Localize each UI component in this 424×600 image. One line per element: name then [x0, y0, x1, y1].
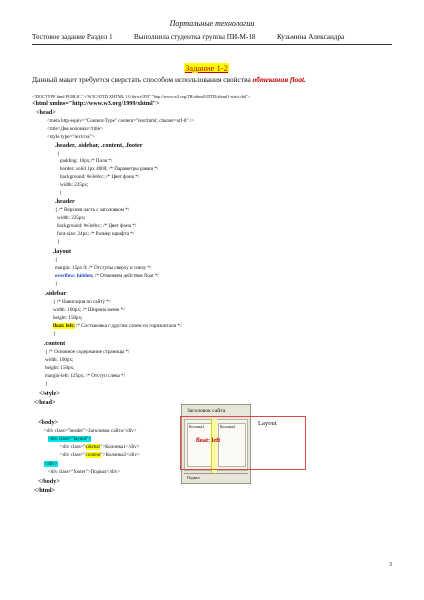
code-line: </style>	[39, 390, 60, 397]
code-line: <body>	[38, 419, 59, 426]
code-line: <meta http-equiv="Content-Type" content="text/html; charset=utf-8" />	[47, 118, 195, 124]
code-line	[55, 273, 159, 280]
code-line	[60, 444, 140, 451]
task-title: Задание 1-2	[185, 63, 228, 73]
code-line: font-size: 24px; /* Размер шрифта */	[57, 231, 135, 237]
code-line: {	[55, 257, 58, 263]
code-line: <!DOCTYPE html PUBLIC "-//W3C//DTD XHTML 1.0 Strict//EN" "http://www.w3.org/TR/xhtml1/DTD/xhtml1-strict.dtd">	[32, 94, 251, 99]
code-highlight: float: left;	[53, 323, 75, 329]
code-line: width: 100px; /* Ширина меню */	[53, 307, 125, 313]
code-line: }	[55, 281, 58, 287]
task-description-highlight: обтекания float.	[252, 75, 306, 84]
code-line: <head>	[36, 109, 56, 116]
code-line	[53, 323, 182, 330]
code-line: <html xmlns="http://www.w3.org/1999/xhtml">	[32, 100, 160, 107]
code-fragment: ">Колонка1</div>	[100, 444, 140, 450]
code-line: .header	[55, 198, 75, 205]
header-left: Тестовое задание Раздел 1	[32, 33, 113, 41]
code-line	[48, 436, 91, 443]
figure-footer: Подвал	[184, 473, 248, 481]
code-highlight: overflow: hidden;	[55, 273, 94, 279]
code-comment: /* Отменяем действие float */	[93, 273, 159, 279]
code-line: <div class="footer">Подвал</div>	[48, 469, 121, 475]
code-line: }	[57, 239, 60, 245]
code-line: }	[45, 381, 48, 387]
code-line: }	[59, 190, 62, 196]
code-line: { /* Верхняя часть с заголовком */	[55, 207, 130, 213]
figure-header: Заголовок сайта	[184, 406, 248, 417]
course-title: Портальные технологии	[169, 19, 255, 28]
layout-highlight-box	[180, 416, 306, 470]
code-line: background: #e3e8cc; /* Цвет фона */	[60, 174, 140, 180]
code-line: background: #e3e8cc; /* Цвет фона */	[57, 223, 137, 229]
code-line: <div class="header">Заголовок сайта</div>	[44, 428, 137, 434]
code-line: .layout	[53, 248, 72, 255]
task-description	[32, 75, 306, 84]
layout-label: Layout	[258, 420, 277, 427]
code-line: {	[57, 151, 60, 157]
figure-column-2: Колонка2	[218, 423, 246, 467]
code-line: margin: 15px 0; /* Отступы сверху и снизу */	[55, 265, 152, 271]
code-highlight: <div class="layout">	[48, 436, 92, 442]
code-line: height: 150px;	[53, 315, 83, 321]
header-divider	[32, 44, 392, 45]
code-line: </body>	[38, 478, 60, 485]
code-highlight: sidebar	[85, 444, 101, 450]
float-label: float: left	[196, 437, 221, 444]
code-comment: /* Состыковка с другим слоем по горизонтали */	[74, 323, 182, 329]
page-number: 3	[389, 562, 392, 568]
code-line: .header, .sidebar, .content, .footer	[55, 142, 143, 149]
code-line: <style type="text/css">	[47, 134, 95, 140]
code-line: border: solid 1px 4000; /* Параметры рамки */	[60, 166, 159, 172]
code-line: .content	[44, 340, 66, 347]
code-fragment: ">Колонка2</div>	[100, 452, 140, 458]
code-highlight: </div>	[44, 461, 58, 467]
code-line	[44, 461, 58, 468]
code-highlight: content	[85, 452, 101, 458]
header-right: Кузьмина Александра	[277, 33, 345, 41]
code-line	[60, 452, 140, 459]
code-fragment: <div class="	[60, 444, 86, 450]
code-line: </head>	[34, 399, 56, 406]
code-line: width: 225px;	[57, 215, 86, 221]
code-line: { /* Навигация по сайту */	[53, 299, 111, 305]
header-center: Выполнила студентка группы ПИ-М-18	[134, 33, 256, 41]
code-line: { /* Основное содержание страницы */	[45, 349, 130, 355]
code-line: </html>	[34, 487, 56, 494]
code-line: width: 100px;	[45, 357, 74, 363]
code-line: .sidebar	[45, 290, 67, 297]
code-line: width: 225px;	[60, 182, 89, 188]
figure-column-1: Колонка1	[187, 423, 215, 467]
code-line: padding: 10px;/* Поля */	[60, 158, 113, 164]
code-line: margin-left: 125px; /* Отступ слева */	[45, 373, 125, 379]
code-line: }	[53, 331, 56, 337]
code-fragment: <div class="	[60, 452, 86, 458]
code-line: height: 150px;	[45, 365, 75, 371]
code-line: <title>Две колонки</title>	[47, 126, 103, 132]
task-description-text: Данный макет требуется сверстать способом использования свойства	[32, 75, 253, 84]
